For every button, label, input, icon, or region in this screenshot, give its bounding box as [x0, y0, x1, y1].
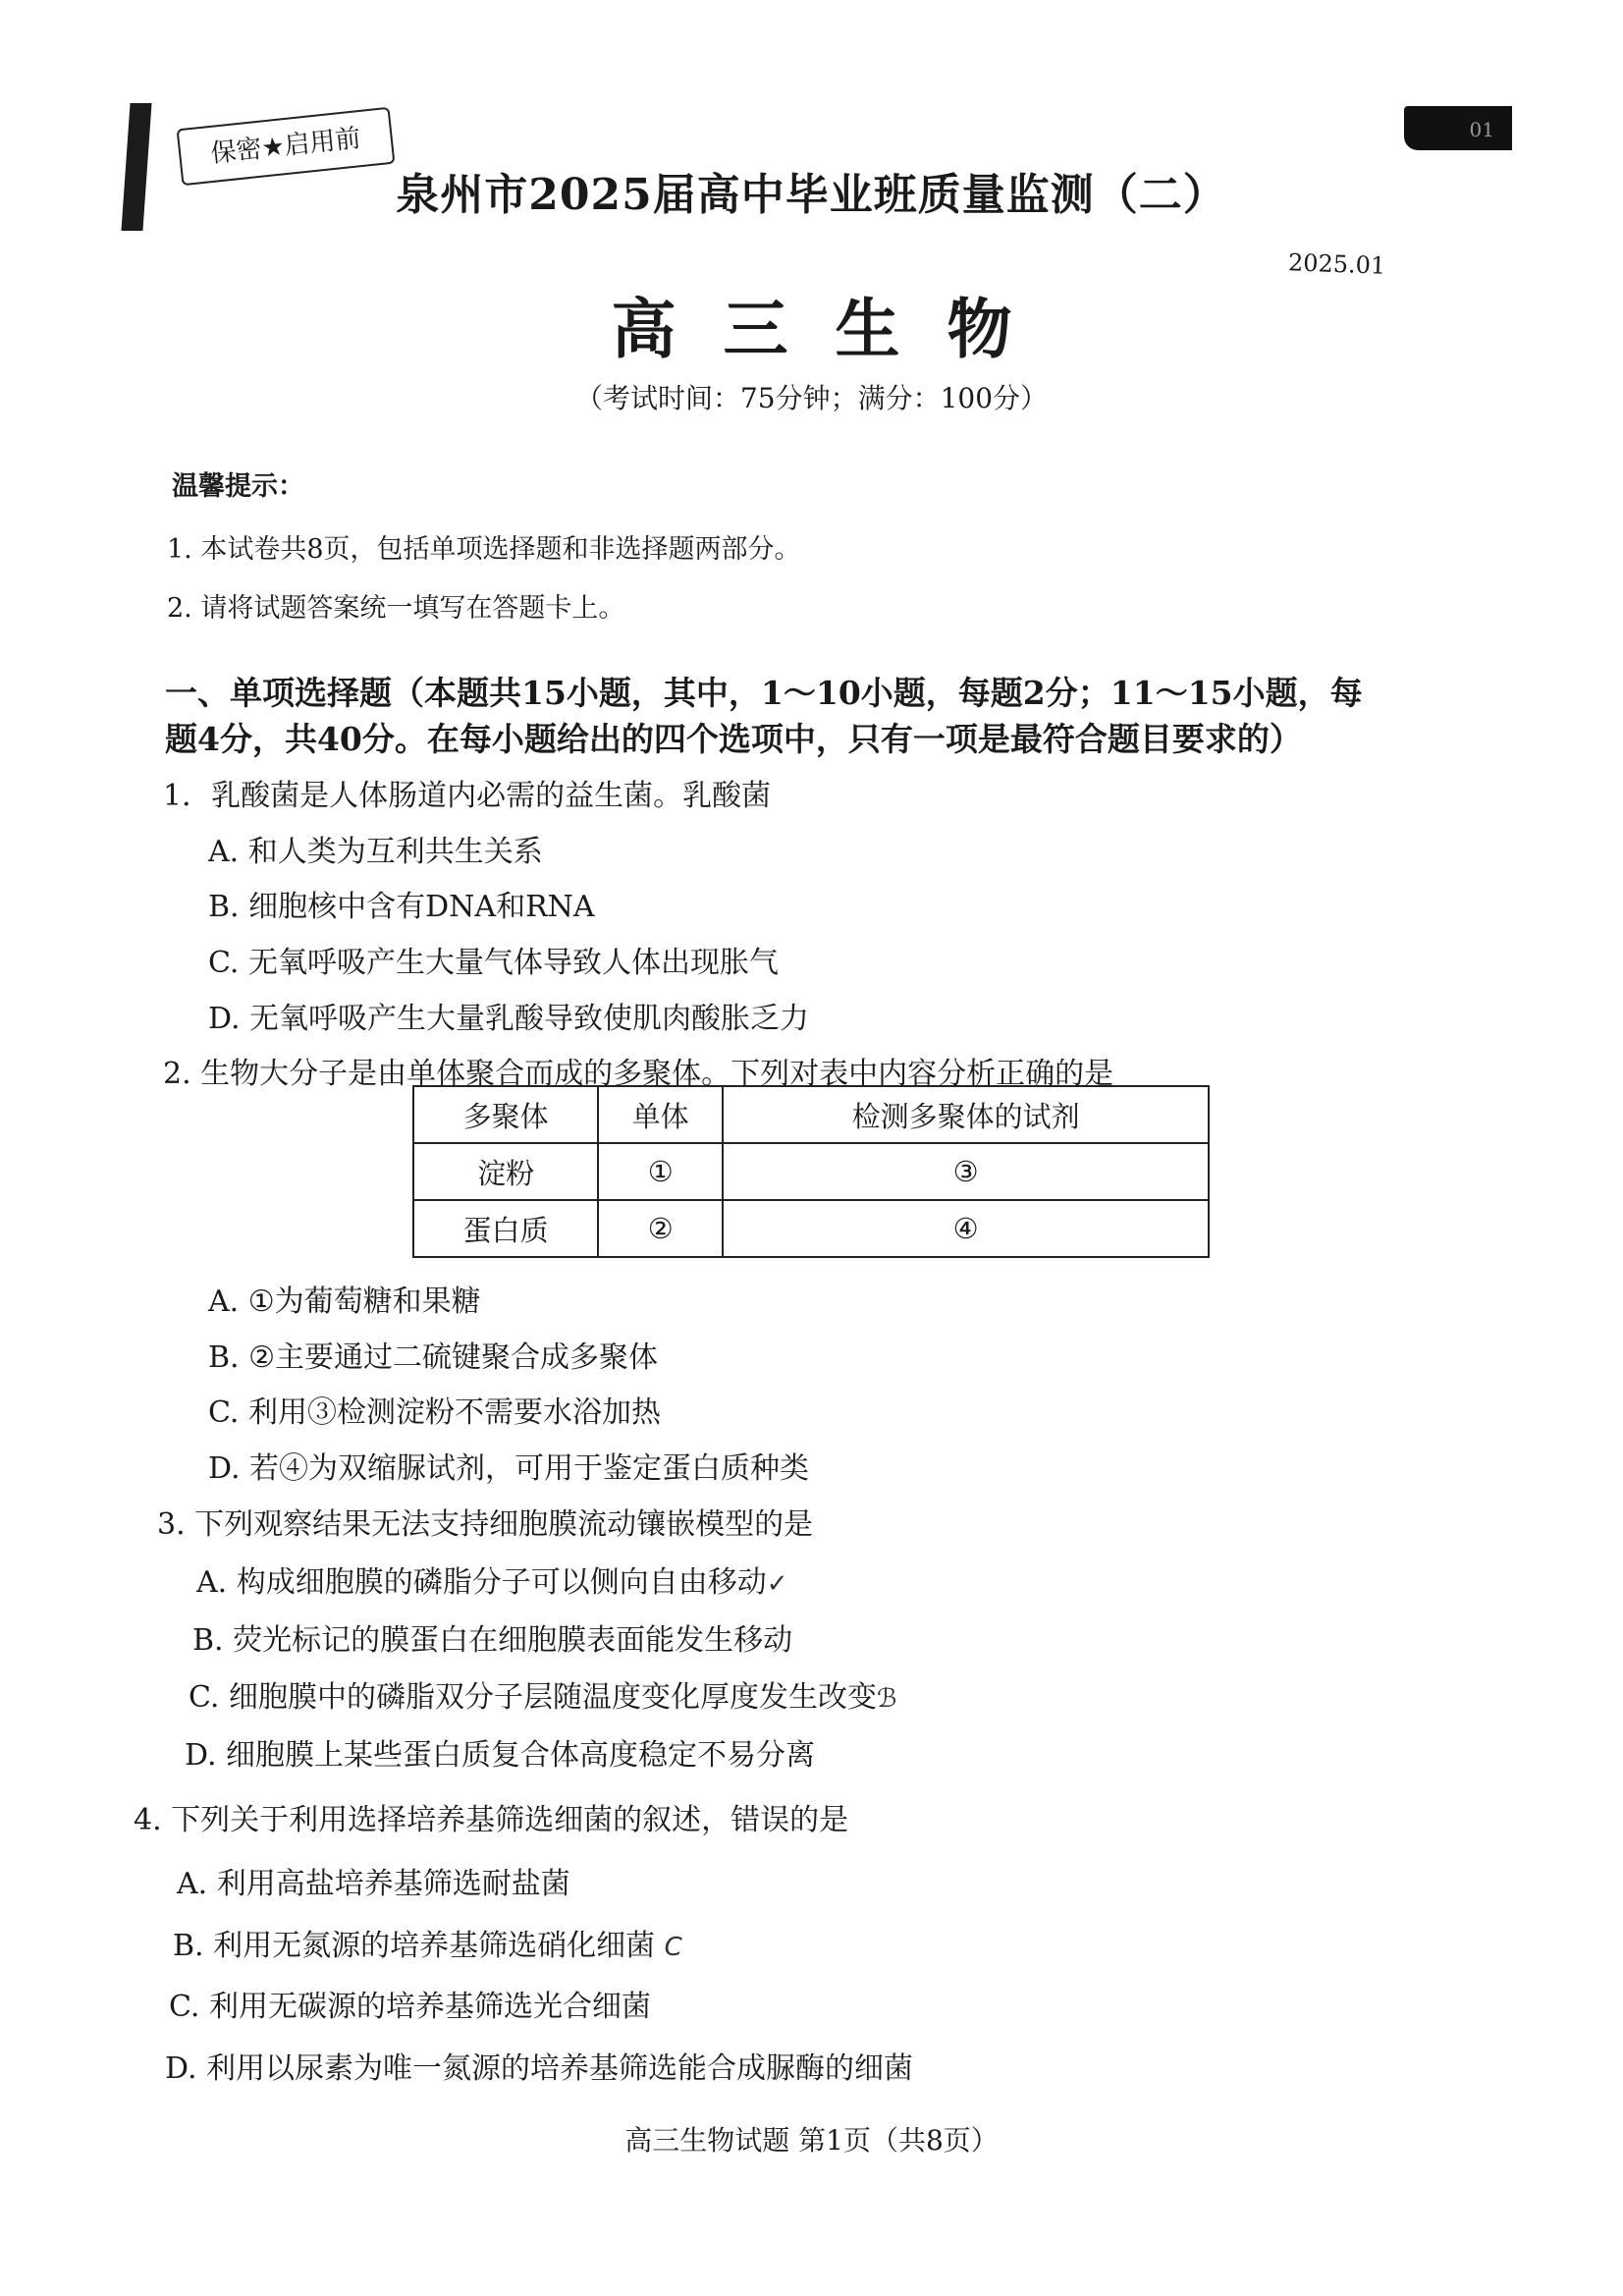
- question-3-option-c: C. 细胞膜中的磷脂双分子层随温度变化厚度发生改变ℬ: [189, 1680, 897, 1715]
- exam-date: 2025.01: [1287, 248, 1386, 280]
- subject-title: 高三生物: [611, 291, 1059, 367]
- exam-info: （考试时间：75分钟；满分：100分）: [574, 382, 1049, 414]
- table-cell: ②: [598, 1200, 723, 1257]
- table-cell: 蛋白质: [413, 1200, 598, 1257]
- handwritten-mark: ✓: [766, 1569, 788, 1599]
- table-header-cell: 检测多聚体的试剂: [723, 1086, 1209, 1143]
- section-heading-line1: 一、单项选择题（本题共15小题，其中，1～10小题，每题2分；11～15小题，每: [165, 674, 1363, 712]
- handwritten-mark: C: [664, 1933, 682, 1962]
- table-cell: ④: [723, 1200, 1209, 1257]
- question-4-option-d: D. 利用以尿素为唯一氮源的培养基筛选能合成脲酶的细菌: [165, 2051, 914, 2086]
- table-header-cell: 多聚体: [413, 1086, 598, 1143]
- question-2-option-a: A. ①为葡萄糖和果糖: [208, 1285, 481, 1319]
- question-2-stem: 2. 生物大分子是由单体聚合而成的多聚体。下列对表中内容分析正确的是: [163, 1057, 1114, 1091]
- question-3-option-a: A. 构成细胞膜的磷脂分子可以侧向自由移动✓: [196, 1565, 788, 1600]
- table-header-cell: 单体: [598, 1086, 723, 1143]
- question-4-option-c: C. 利用无碳源的培养基筛选光合细菌: [169, 1990, 651, 2024]
- question-1-option-b: B. 细胞核中含有DNA和RNA: [208, 890, 595, 924]
- table-row: [413, 1200, 1209, 1257]
- question-2-option-c: C. 利用③检测淀粉不需要水浴加热: [208, 1395, 661, 1430]
- table-header-row: [413, 1086, 1209, 1143]
- tip-item: 2. 请将试题答案统一填写在答题卡上。: [167, 593, 625, 624]
- page-footer: 高三生物试题 第1页（共8页）: [624, 2124, 999, 2157]
- question-4-option-a: A. 利用高盐培养基筛选耐盐菌: [177, 1867, 570, 1901]
- scan-edge-mark-right: [1404, 106, 1512, 150]
- question-4-option-b: B. 利用无氮源的培养基筛选硝化细菌 C: [173, 1929, 682, 1963]
- question-2-table: [412, 1085, 1210, 1258]
- question-1-option-a: A. 和人类为互利共生关系: [208, 835, 543, 869]
- table-row: [413, 1143, 1209, 1200]
- table-cell: 淀粉: [413, 1143, 598, 1200]
- tip-item: 1. 本试卷共8页，包括单项选择题和非选择题两部分。: [167, 534, 801, 565]
- question-4-stem: 4. 下列关于利用选择培养基筛选细菌的叙述，错误的是: [134, 1803, 849, 1837]
- question-1-stem: 1．乳酸菌是人体肠道内必需的益生菌。乳酸菌: [163, 779, 772, 813]
- question-2-option-d: D. 若④为双缩脲试剂，可用于鉴定蛋白质种类: [208, 1451, 810, 1486]
- question-3-option-b: B. 荧光标记的膜蛋白在细胞膜表面能发生移动: [192, 1623, 793, 1658]
- table-cell: ③: [723, 1143, 1209, 1200]
- question-3-stem: 3. 下列观察结果无法支持细胞膜流动镶嵌模型的是: [157, 1507, 814, 1542]
- handwritten-mark: ℬ: [876, 1684, 897, 1714]
- question-2-option-b: B. ②主要通过二硫键聚合成多聚体: [208, 1340, 659, 1375]
- question-1-option-c: C. 无氧呼吸产生大量气体导致人体出现胀气: [208, 946, 779, 980]
- question-3-option-d: D. 细胞膜上某些蛋白质复合体高度稳定不易分离: [185, 1738, 816, 1773]
- tips-title: 温馨提示：: [172, 471, 304, 502]
- section-heading-line2: 题4分，共40分。在每小题给出的四个选项中，只有一项是最符合题目要求的）: [165, 720, 1302, 758]
- exam-title: 泉州市2025届高中毕业班质量监测（二）: [396, 170, 1227, 220]
- corner-text: 01: [1469, 118, 1494, 141]
- confidential-stamp: 保密★启用前: [177, 107, 396, 186]
- question-1-option-d: D. 无氧呼吸产生大量乳酸导致使肌肉酸胀乏力: [208, 1002, 810, 1036]
- table-cell: ①: [598, 1143, 723, 1200]
